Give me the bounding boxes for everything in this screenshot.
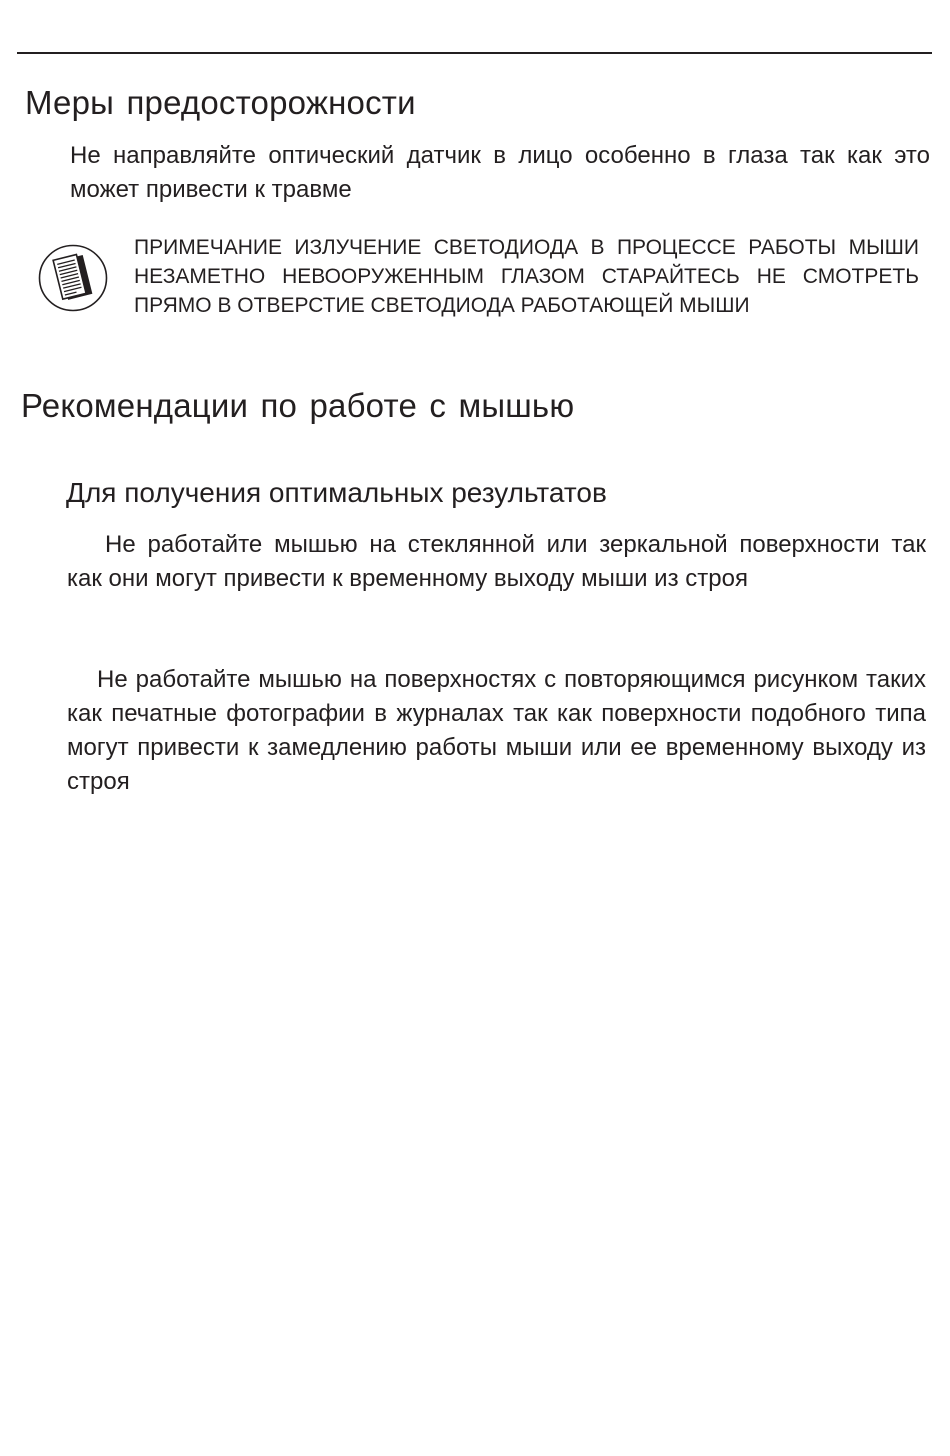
top-divider: [17, 52, 932, 54]
recommendations-title: Рекомендации по работе с мышью: [21, 387, 575, 424]
precaution-text: Не направляйте оптический датчик в лицо особенно в глаза так как это может привести к травме: [70, 142, 930, 203]
tip-paragraph: Не работайте мышью на поверхностях с повторяющимся рисунком таких как печатные фотографии в журналах так как поверхности подобного типа могут привести к замедлению работы мыши или ее временному выходу из строя: [67, 666, 926, 795]
tip-paragraph: Не работайте мышью на стеклянной или зеркальной поверхности так как они могут привести к временному выходу мыши из строя: [67, 531, 926, 592]
precautions-title: Меры предосторожности: [25, 84, 416, 121]
note-text: ПРИМЕЧАНИЕ ИЗЛУЧЕНИЕ СВЕТОДИОДА В ПРОЦЕССЕ РАБОТЫ МЫШИ НЕЗАМЕТНО НЕВООРУЖЕННЫМ ГЛАЗОМ СТАРАЙТЕСЬ НЕ СМОТРЕТЬ ПРЯМО В ОТВЕРСТИЕ СВЕТОДИОДА РАБОТАЮЩЕЙ МЫШИ: [134, 236, 919, 317]
recommendations-subtitle: Для получения оптимальных результатов: [66, 477, 607, 508]
note-document-icon: [38, 244, 108, 312]
